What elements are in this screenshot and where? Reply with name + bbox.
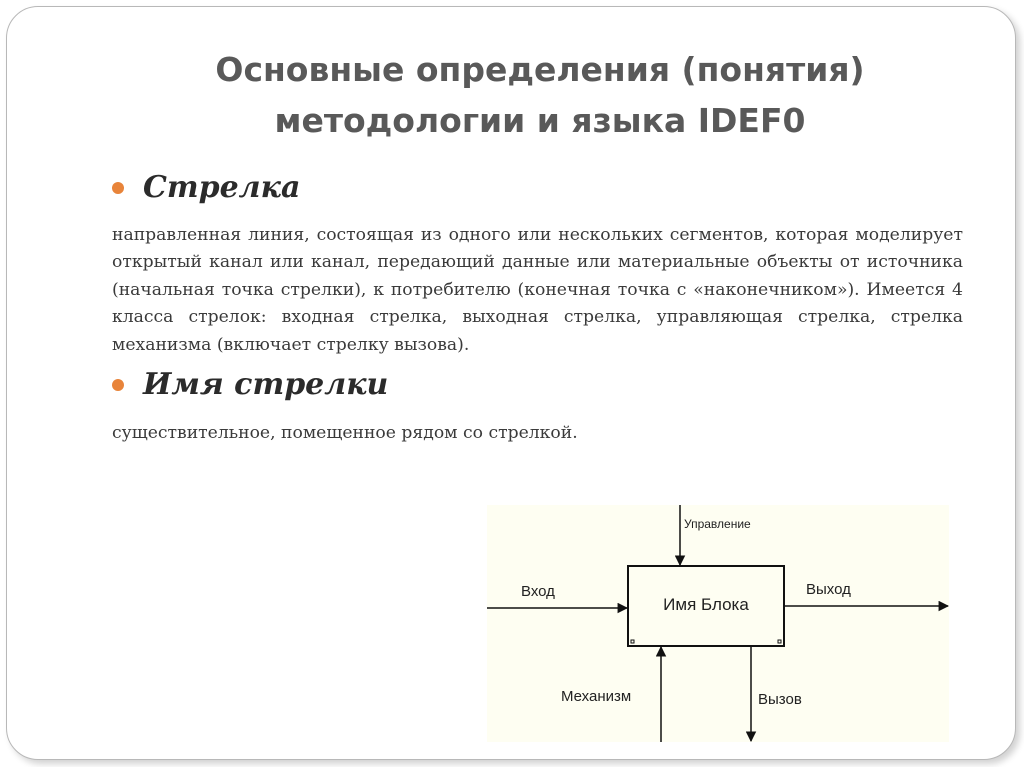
idef0-diagram-svg (487, 505, 949, 742)
bullet-item-arrow (112, 170, 300, 205)
block-name-label: Имя Блока (663, 595, 749, 614)
slide-title (120, 44, 960, 146)
output-label: Выход (806, 581, 851, 598)
section-heading-arrow-name: Имя стрелки (143, 367, 389, 402)
idef0-diagram (487, 505, 949, 742)
block-corner-mark-left (631, 640, 634, 643)
control-label: Управление (684, 517, 751, 531)
slide-title-line2: методологии и языка IDEF0 (274, 101, 806, 140)
block-corner-mark-right (778, 640, 781, 643)
bullet-icon (112, 182, 124, 194)
bullet-item-arrow-name (112, 367, 388, 402)
section-heading-arrow: Стрелка (143, 170, 301, 205)
slide-title-line1: Основные определения (понятия) (215, 50, 865, 89)
call-label: Вызов (758, 691, 802, 708)
bullet-icon (112, 379, 124, 391)
mechanism-label: Механизм (561, 688, 632, 705)
arrow-definition-text: направленная линия, состоящая из одного или нескольких сегментов, которая моделирует открытый канал или канал, передающий данные или материальные объекты от источника (начальная точка стрелки), к потребителю (конечная точка с «наконечником»). Имеется 4 класса стрелок: входная стрелка, выходная стрелка, управляющая стрелка, стрелка механизма (включает стрелку вызова). (112, 225, 963, 355)
input-label: Вход (521, 583, 555, 600)
arrow-name-definition-text: существительное, помещенное рядом со стрелкой. (112, 423, 578, 443)
